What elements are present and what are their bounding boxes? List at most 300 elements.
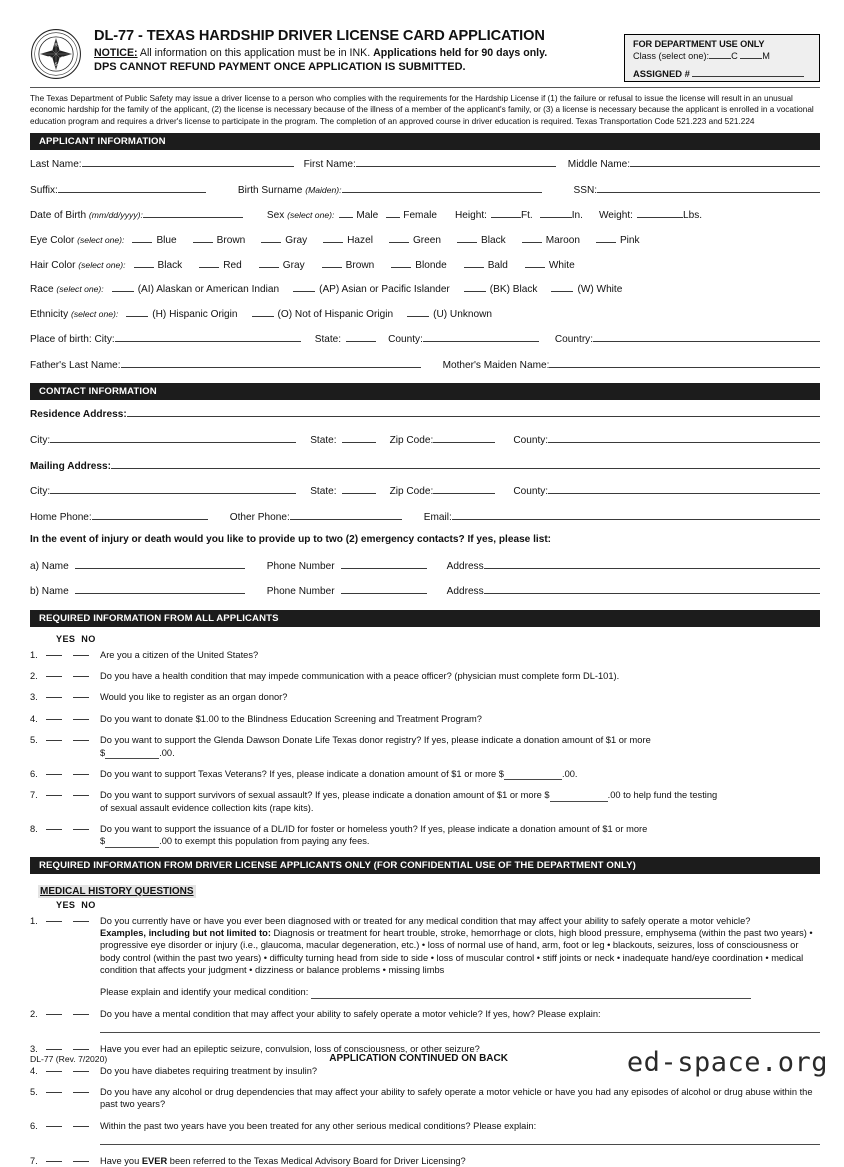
yes-label-medical: YES bbox=[56, 899, 76, 910]
svg-text:E: E bbox=[48, 42, 52, 48]
race-option bbox=[551, 283, 622, 295]
question-text: Have you ever had an epileptic seizure, convulsion, loss of consciousness, or other seizure? bbox=[100, 1044, 480, 1055]
class-label: Class (select one): bbox=[633, 51, 710, 61]
question-yes-no-boxes bbox=[46, 768, 100, 780]
explain-write-in-line[interactable] bbox=[100, 1032, 820, 1033]
residence-address-input[interactable] bbox=[127, 407, 820, 417]
eye-color-text: Eye Color bbox=[30, 234, 75, 246]
yes-label: YES bbox=[56, 633, 76, 644]
first-name-label: First Name: bbox=[303, 159, 356, 171]
question-text: Have you EVER been referred to the Texas Medical Advisory Board for Driver Licensing? bbox=[100, 1155, 466, 1166]
hair-color-option bbox=[259, 259, 305, 271]
row-race bbox=[30, 283, 820, 295]
question-yes-blank[interactable] bbox=[46, 1049, 62, 1050]
row-residence-address bbox=[30, 407, 820, 420]
question-yes-blank[interactable] bbox=[46, 676, 62, 677]
eye-color-option bbox=[323, 234, 373, 246]
contact-b-address-label: Address bbox=[446, 586, 484, 598]
question-text: Do you want to support survivors of sexual assault? If yes, please indicate a donation amount of $1 or more $ .00 to help fund the testing of sexual assault evidence collection kits (rape kits). bbox=[100, 789, 820, 814]
eye-color-option-label: Green bbox=[412, 234, 442, 246]
question-text: Do you want to support the issuance of a DL/ID for foster or homeless youth? If yes, please indicate a donation amount of $1 or more $ .00 to exempt this population from paying any fees. bbox=[100, 823, 820, 848]
eye-color-option-label: Pink bbox=[619, 234, 640, 246]
eye-color-options bbox=[132, 234, 655, 246]
mailing-state-input[interactable] bbox=[342, 485, 376, 494]
question-row bbox=[30, 1008, 820, 1020]
section-required-all-applicants: REQUIRED INFORMATION FROM ALL APPLICANTS bbox=[30, 610, 820, 627]
no-label-medical: NO bbox=[81, 899, 96, 910]
ethnicity-text: Ethnicity bbox=[30, 308, 69, 320]
row-names bbox=[30, 157, 820, 170]
question-number: 1. bbox=[30, 649, 38, 660]
sex-female-label: Female bbox=[403, 210, 437, 222]
birth-county-label: County: bbox=[388, 334, 423, 346]
eye-color-option-blank[interactable] bbox=[323, 234, 343, 243]
race-text: Race bbox=[30, 284, 54, 296]
ethnicity-options bbox=[126, 308, 506, 320]
eye-color-option bbox=[193, 234, 246, 246]
question-number: 2. bbox=[30, 1008, 38, 1019]
eye-color-option-blank[interactable] bbox=[457, 234, 477, 243]
row-ethnicity bbox=[30, 308, 820, 320]
question-row bbox=[30, 691, 820, 703]
contact-b-phone-input[interactable] bbox=[341, 584, 427, 594]
hair-color-option bbox=[199, 259, 242, 271]
question-no-blank[interactable] bbox=[73, 795, 89, 796]
page-title: DL-77 - TEXAS HARDSHIP DRIVER LICENSE CARD APPLICATION bbox=[94, 28, 545, 44]
question-text: Do you have diabetes requiring treatment by insulin? bbox=[100, 1065, 318, 1076]
svg-text:S: S bbox=[54, 61, 58, 67]
svg-text:R: R bbox=[54, 42, 58, 48]
hair-color-option-blank[interactable] bbox=[322, 259, 342, 268]
residence-zip-input[interactable] bbox=[433, 433, 495, 443]
question-no-blank[interactable] bbox=[73, 719, 89, 720]
ethnicity-italic: (select one): bbox=[70, 308, 119, 319]
home-phone-input[interactable] bbox=[92, 510, 208, 520]
section-contact-information: CONTACT INFORMATION bbox=[30, 383, 820, 400]
last-name-input[interactable] bbox=[82, 157, 294, 167]
row-suffix-surname-ssn bbox=[30, 183, 820, 196]
birth-county-input[interactable] bbox=[423, 332, 539, 342]
assigned-label: ASSIGNED # bbox=[633, 68, 690, 79]
department-use-title: FOR DEPARTMENT USE ONLY bbox=[633, 39, 765, 49]
notice-line-2: DPS CANNOT REFUND PAYMENT ONCE APPLICATION IS SUBMITTED. bbox=[94, 61, 466, 74]
no-label: NO bbox=[81, 633, 96, 644]
question-text-line2: $ .00. bbox=[100, 747, 175, 758]
question-no-blank[interactable] bbox=[73, 655, 89, 656]
yesno-header-medical bbox=[56, 900, 820, 910]
contact-b-name-input[interactable] bbox=[75, 584, 245, 594]
birth-state-input[interactable] bbox=[346, 333, 376, 342]
hair-color-text: Hair Color bbox=[30, 259, 76, 271]
question-yes-no-boxes bbox=[46, 1065, 100, 1077]
question-no-blank[interactable] bbox=[73, 1092, 89, 1093]
race-option-label: (BK) Black bbox=[489, 284, 538, 296]
svg-text:A: A bbox=[60, 55, 64, 61]
birth-surname-label bbox=[238, 186, 342, 196]
race-option-label: (W) White bbox=[577, 284, 623, 296]
examples-label: Examples, including but not limited to: bbox=[100, 928, 271, 939]
question-emphasis: EVER bbox=[141, 1155, 168, 1166]
question-number: 6. bbox=[30, 1120, 38, 1131]
ethnicity-option-label: (O) Not of Hispanic Origin bbox=[277, 308, 394, 320]
medical-condition-explain-input[interactable] bbox=[311, 990, 751, 999]
weight-input[interactable] bbox=[637, 209, 683, 218]
hair-color-option-blank[interactable] bbox=[525, 259, 545, 268]
email-label: Email: bbox=[423, 511, 452, 523]
question-row bbox=[30, 1120, 820, 1132]
question-yes-blank[interactable] bbox=[46, 719, 62, 720]
question-text-line2: of sexual assault evidence collection kits (rape kits). bbox=[100, 802, 314, 813]
assigned-number-row bbox=[633, 68, 811, 79]
svg-text:X: X bbox=[60, 42, 64, 48]
question-no-blank[interactable] bbox=[73, 1126, 89, 1127]
ethnicity-option bbox=[252, 308, 394, 320]
svg-text:T: T bbox=[48, 55, 52, 61]
question-yes-no-boxes bbox=[46, 670, 100, 682]
contact-b-address-input[interactable] bbox=[484, 584, 820, 594]
question-number: 7. bbox=[30, 1155, 38, 1166]
question-no-blank[interactable] bbox=[73, 774, 89, 775]
notice-text: All information on this application must be in INK. bbox=[137, 47, 374, 60]
residence-zip-label: Zip Code: bbox=[389, 435, 434, 447]
question-number: 7. bbox=[30, 790, 38, 801]
mailing-zip-label: Zip Code: bbox=[389, 486, 434, 498]
birth-country-input[interactable] bbox=[593, 332, 820, 342]
sex-male-label: Male bbox=[356, 210, 379, 222]
ethnicity-option bbox=[126, 308, 237, 320]
eye-color-option-blank[interactable] bbox=[132, 234, 152, 243]
row-residence-city bbox=[30, 433, 820, 446]
email-input[interactable] bbox=[452, 510, 820, 520]
ethnicity-option-blank[interactable] bbox=[252, 308, 274, 317]
question-text: Do you have a health condition that may impede communication with a peace officer? (physician must complete form DL-101). bbox=[100, 671, 620, 682]
question-row bbox=[30, 1086, 820, 1111]
other-phone-label: Other Phone: bbox=[229, 511, 290, 523]
ethnicity-option-blank[interactable] bbox=[407, 308, 429, 317]
row-mailing-city bbox=[30, 484, 820, 497]
race-label bbox=[30, 285, 104, 295]
class-m-blank[interactable] bbox=[740, 50, 762, 59]
birth-country-label: Country: bbox=[554, 334, 594, 346]
row-phones-email bbox=[30, 510, 820, 523]
notice-bold-text: Applications held for 90 days only. bbox=[373, 47, 548, 60]
question-yes-no-boxes bbox=[46, 1086, 100, 1111]
question-number: 1. bbox=[30, 915, 38, 926]
ethnicity-option bbox=[407, 308, 492, 320]
hair-color-option-blank[interactable] bbox=[464, 259, 484, 268]
donation-amount-input[interactable] bbox=[105, 750, 159, 759]
donation-amount-input[interactable] bbox=[504, 771, 562, 780]
last-name-label: Last Name: bbox=[30, 159, 82, 171]
contact-a-name-input[interactable] bbox=[75, 559, 245, 569]
hair-color-option bbox=[134, 259, 183, 271]
contact-a-address-input[interactable] bbox=[484, 559, 820, 569]
question-row bbox=[30, 734, 820, 759]
question-number: 5. bbox=[30, 735, 38, 746]
question-number: 3. bbox=[30, 1044, 38, 1055]
question-row bbox=[30, 1155, 820, 1167]
question-number: 8. bbox=[30, 823, 38, 834]
residence-city-input[interactable] bbox=[50, 433, 296, 443]
sex-label bbox=[267, 211, 335, 221]
question-yes-no-boxes bbox=[46, 1120, 100, 1132]
row-mailing-address bbox=[30, 459, 820, 472]
suffix-input[interactable] bbox=[58, 183, 206, 193]
race-option bbox=[112, 283, 279, 295]
question-yes-blank[interactable] bbox=[46, 921, 62, 922]
row-parents bbox=[30, 358, 820, 371]
birth-surname-input[interactable] bbox=[342, 183, 542, 193]
question-text: Are you a citizen of the United States? bbox=[100, 649, 259, 660]
continued-on-back-label: APPLICATION CONTINUED ON BACK bbox=[329, 1053, 508, 1064]
hair-color-option-label: Brown bbox=[345, 259, 375, 271]
residence-state-input[interactable] bbox=[342, 434, 376, 443]
section-applicant-information: APPLICANT INFORMATION bbox=[30, 133, 820, 150]
question-text: Do you have any alcohol or drug dependencies that may affect your ability to safely operate a motor vehicle or have you had any episodes of alcohol or drug abuse within the past two years? bbox=[100, 1086, 813, 1110]
mailing-address-input[interactable] bbox=[111, 459, 820, 469]
question-text-line2: $ .00 to exempt this population from paying any fees. bbox=[100, 836, 370, 847]
question-number: 3. bbox=[30, 692, 38, 703]
residence-county-label: County: bbox=[513, 435, 549, 447]
hair-color-option-blank[interactable] bbox=[259, 259, 279, 268]
mailing-address-label: Mailing Address: bbox=[30, 460, 111, 472]
question-no-blank[interactable] bbox=[73, 1049, 89, 1050]
ssn-label: SSN: bbox=[573, 184, 598, 196]
question-no-blank[interactable] bbox=[73, 1161, 89, 1162]
question-row bbox=[30, 713, 820, 725]
eye-color-option-label: Blue bbox=[156, 234, 177, 246]
emergency-contact-prompt-text: In the event of injury or death would you like to provide up to two (2) emergency contacts? If yes, please list: bbox=[30, 534, 552, 546]
question-row bbox=[30, 649, 820, 661]
race-options bbox=[112, 283, 637, 295]
height-label: Height: bbox=[454, 210, 487, 222]
notice-label: NOTICE: bbox=[94, 47, 138, 60]
eye-color-option-blank[interactable] bbox=[261, 234, 281, 243]
question-number: 6. bbox=[30, 768, 38, 779]
required-questions-list bbox=[30, 649, 820, 848]
ethnicity-option-blank[interactable] bbox=[126, 308, 148, 317]
mother-maiden-name-label: Mother's Maiden Name: bbox=[442, 359, 550, 371]
dob-label bbox=[30, 211, 143, 221]
question-no-blank[interactable] bbox=[73, 1014, 89, 1015]
row-place-of-birth bbox=[30, 332, 820, 345]
residence-city-label: City: bbox=[30, 435, 51, 447]
height-in-label: In. bbox=[571, 210, 583, 222]
eye-color-option bbox=[596, 234, 640, 246]
question-yes-blank[interactable] bbox=[46, 829, 62, 830]
row-eye-color bbox=[30, 234, 820, 246]
suffix-label: Suffix: bbox=[30, 184, 58, 196]
contact-a-phone-label: Phone Number bbox=[266, 560, 335, 572]
residence-address-label: Residence Address: bbox=[30, 409, 127, 421]
question-yes-blank[interactable] bbox=[46, 1071, 62, 1072]
birth-city-input[interactable] bbox=[115, 332, 301, 342]
dob-italic: (mm/dd/yyyy): bbox=[88, 210, 143, 221]
eye-color-option bbox=[389, 234, 441, 246]
residence-state-label: State: bbox=[310, 435, 337, 447]
question-yes-blank[interactable] bbox=[46, 1014, 62, 1015]
mailing-city-label: City: bbox=[30, 486, 51, 498]
residence-county-input[interactable] bbox=[548, 433, 820, 443]
question-number: 4. bbox=[30, 713, 38, 724]
race-option-blank[interactable] bbox=[112, 283, 134, 292]
header-divider bbox=[30, 87, 820, 88]
row-dob-sex-height-weight bbox=[30, 208, 820, 221]
question-no-blank[interactable] bbox=[73, 697, 89, 698]
sex-text: Sex bbox=[266, 210, 285, 222]
home-phone-label: Home Phone: bbox=[30, 511, 92, 523]
question-number: 5. bbox=[30, 1086, 38, 1097]
birth-state-label: State: bbox=[314, 334, 342, 346]
question-yes-blank[interactable] bbox=[46, 1126, 62, 1127]
section-required-dl-applicants: REQUIRED INFORMATION FROM DRIVER LICENSE APPLICANTS ONLY (FOR CONFIDENTIAL USE OF THE DEPARTMENT ONLY) bbox=[30, 857, 820, 874]
mailing-state-label: State: bbox=[310, 486, 337, 498]
eye-color-italic: (select one): bbox=[77, 234, 125, 245]
question-no-blank[interactable] bbox=[73, 921, 89, 922]
mailing-county-label: County: bbox=[513, 486, 549, 498]
mailing-zip-input[interactable] bbox=[433, 484, 495, 494]
hair-color-option-label: Red bbox=[223, 259, 242, 271]
middle-name-input[interactable] bbox=[630, 157, 820, 167]
hair-color-option-blank[interactable] bbox=[199, 259, 219, 268]
question-text: Would you like to register as an organ donor? bbox=[100, 692, 288, 703]
race-option-label: (AP) Asian or Pacific Islander bbox=[319, 284, 450, 296]
first-name-input[interactable] bbox=[356, 157, 556, 167]
contact-b-label: b) Name bbox=[30, 586, 69, 598]
dob-input[interactable] bbox=[143, 208, 243, 218]
row-emergency-contact-b bbox=[30, 584, 820, 597]
weight-lbs-label: Lbs. bbox=[683, 210, 703, 222]
mother-maiden-name-input[interactable] bbox=[549, 358, 820, 368]
question-yes-blank[interactable] bbox=[46, 740, 62, 741]
birth-surname-text: Birth Surname bbox=[237, 184, 303, 196]
father-last-name-input[interactable] bbox=[121, 358, 421, 368]
race-option-blank[interactable] bbox=[551, 283, 573, 292]
question-no-blank[interactable] bbox=[73, 1071, 89, 1072]
eye-color-option-label: Gray bbox=[285, 234, 308, 246]
question-yes-blank[interactable] bbox=[46, 795, 62, 796]
mailing-county-input[interactable] bbox=[548, 484, 820, 494]
department-class-row bbox=[633, 50, 811, 61]
eye-color-option-blank[interactable] bbox=[522, 234, 542, 243]
question-yes-no-boxes bbox=[46, 691, 100, 703]
height-inches-input[interactable] bbox=[540, 209, 572, 218]
class-option-m: M bbox=[762, 51, 770, 61]
class-option-c: C bbox=[731, 51, 738, 61]
height-feet-input[interactable] bbox=[491, 209, 521, 218]
middle-name-label: Middle Name: bbox=[567, 159, 631, 171]
race-option bbox=[464, 283, 538, 295]
question-row bbox=[30, 789, 820, 814]
medical-history-heading: MEDICAL HISTORY QUESTIONS bbox=[40, 885, 194, 897]
hair-color-options bbox=[134, 259, 592, 271]
donation-amount-input[interactable] bbox=[550, 793, 608, 802]
sex-italic: (select one): bbox=[287, 210, 335, 221]
place-of-birth-label: Place of birth: City: bbox=[30, 334, 115, 346]
birth-surname-italic: (Maiden): bbox=[305, 184, 342, 195]
eye-color-option bbox=[261, 234, 307, 246]
explain-write-in-line[interactable] bbox=[100, 1144, 820, 1145]
question-number: 2. bbox=[30, 671, 38, 682]
question-row bbox=[30, 768, 820, 780]
contact-a-phone-input[interactable] bbox=[341, 559, 427, 569]
hair-color-option-label: White bbox=[548, 259, 575, 271]
dps-star-seal-icon bbox=[30, 28, 82, 80]
question-yes-no-boxes bbox=[46, 915, 100, 999]
other-phone-input[interactable] bbox=[290, 510, 402, 520]
question-yes-blank[interactable] bbox=[46, 1161, 62, 1162]
eye-color-option bbox=[522, 234, 580, 246]
form-id-label: DL-77 (Rev. 7/2020) bbox=[30, 1053, 108, 1064]
eye-color-option-label: Brown bbox=[216, 234, 246, 246]
hair-color-option-blank[interactable] bbox=[134, 259, 154, 268]
hair-color-option-blank[interactable] bbox=[391, 259, 411, 268]
question-yes-blank[interactable] bbox=[46, 655, 62, 656]
race-option bbox=[293, 283, 450, 295]
eye-color-option bbox=[457, 234, 506, 246]
contact-b-phone-label: Phone Number bbox=[266, 586, 335, 598]
race-option-blank[interactable] bbox=[293, 283, 315, 292]
hair-color-option-label: Black bbox=[157, 259, 183, 271]
question-examples: Examples, including but not limited to: Diagnosis or treatment for heart trouble, stroke, hemorrhage or clots, high blood pressure, emphysema (within the past two years) • progressive eye disorder or injury (i.e., glaucoma, macular degeneration, etc.) • loss of normal use of hand, arm, foot or leg • blackouts, seizures, loss of consciousness or body control (within the past two years) • difficulty turning head from side to side • loss of muscular control • stiff joints or neck • inadequate hand/eye coordination • medical condition that affects your judgment • dizziness or balance problems • missing limbs bbox=[100, 928, 813, 976]
question-text: Do you want to support Texas Veterans? If yes, please indicate a donation amount of $1 or more $ .00. bbox=[100, 768, 578, 779]
question-no-blank[interactable] bbox=[73, 676, 89, 677]
row-hair-color bbox=[30, 259, 820, 271]
ethnicity-option-label: (H) Hispanic Origin bbox=[152, 308, 238, 320]
question-yes-no-boxes bbox=[46, 789, 100, 814]
question-yes-no-boxes bbox=[46, 713, 100, 725]
question-yes-blank[interactable] bbox=[46, 774, 62, 775]
question-text: Do you want to donate $1.00 to the Blindness Education Screening and Treatment Program? bbox=[100, 713, 482, 724]
assigned-number-blank[interactable] bbox=[692, 68, 804, 77]
class-c-blank[interactable] bbox=[709, 50, 731, 59]
eye-color-option-blank[interactable] bbox=[193, 234, 213, 243]
question-row bbox=[30, 670, 820, 682]
question-row bbox=[30, 915, 820, 999]
question-no-blank[interactable] bbox=[73, 829, 89, 830]
question-text: Do you want to support the Glenda Dawson Donate Life Texas donor registry? If yes, please indicate a donation amount of $1 or more $ .00. bbox=[100, 734, 820, 759]
medical-questions-list bbox=[30, 915, 820, 1167]
hair-color-label bbox=[30, 261, 126, 271]
question-row bbox=[30, 823, 820, 848]
emergency-contact-prompt bbox=[30, 535, 820, 545]
eye-color-label bbox=[30, 236, 124, 246]
ssn-input[interactable] bbox=[597, 183, 820, 193]
ethnicity-label bbox=[30, 310, 118, 320]
eye-color-option-label: Hazel bbox=[347, 234, 373, 246]
hair-color-option bbox=[322, 259, 375, 271]
race-italic: (select one): bbox=[56, 284, 104, 295]
eye-color-option-label: Black bbox=[481, 234, 506, 246]
sex-female-blank[interactable] bbox=[386, 209, 400, 218]
question-no-blank[interactable] bbox=[73, 740, 89, 741]
eye-color-option-blank[interactable] bbox=[596, 234, 616, 243]
eye-color-option-blank[interactable] bbox=[389, 234, 409, 243]
race-option-blank[interactable] bbox=[464, 283, 486, 292]
hair-color-option-label: Bald bbox=[487, 259, 508, 271]
question-explain-row: Please explain and identify your medical condition: bbox=[100, 986, 820, 998]
donation-amount-input[interactable] bbox=[105, 839, 159, 848]
sex-male-blank[interactable] bbox=[339, 209, 353, 218]
intro-paragraph: The Texas Department of Public Safety may issue a driver license to a person who complies with the requirements for the Hardship License if (1) the failure or refusal to issue the license will result in an unusual economic hardship for the family of the applicant, (2) the license is necessary because of the illness of a member of the applicant's family, or (3) a license is necessary because the applicant is enrolled in a vocational education program and requires a driver's license to participate in the program. The completion of an approved course in driver education is required. Texas Transportation Code 521.223 and 521.224 bbox=[30, 94, 814, 126]
hair-color-italic: (select one): bbox=[78, 259, 126, 270]
question-text: Do you currently have or have you ever been diagnosed with or treated for any medical condition that may affect your ability to safely operate a motor vehicle? Examples, including but not limited to: Diagnosis or treatment for heart trouble, stroke, hemorrhage or clots, high blood pressure, emphysema (within the past two years) • progressive eye disorder or injury (i.e., glaucoma, macular degeneration, etc.) • loss of normal use of hand, arm, foot or leg • blackouts, seizures, loss of consciousness or body control (within the past two years) • difficulty turning head from side to side • loss of muscular control • stiff joints or neck • inadequate hand/eye coordination • medical condition that affects your judgment • dizziness or balance problems • missing limbs Please explain and identify your medical condition: bbox=[100, 915, 820, 999]
question-yes-blank[interactable] bbox=[46, 1092, 62, 1093]
mailing-city-input[interactable] bbox=[50, 484, 296, 494]
weight-label: Weight: bbox=[598, 210, 633, 222]
eye-color-option bbox=[132, 234, 176, 246]
question-yes-blank[interactable] bbox=[46, 697, 62, 698]
